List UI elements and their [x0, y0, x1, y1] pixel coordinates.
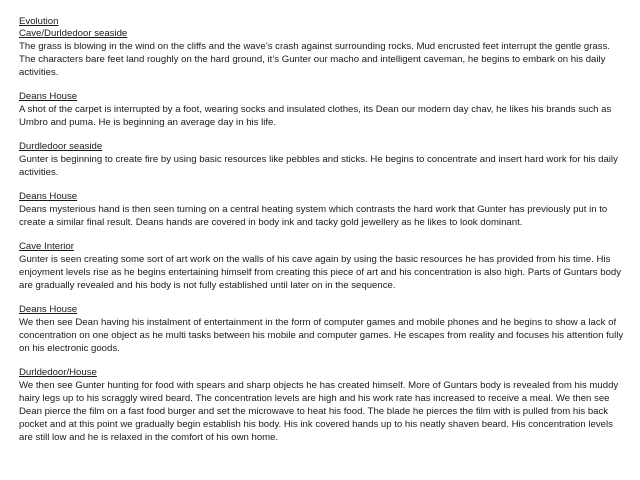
section-deans-house-1	[19, 91, 626, 129]
section-paragraph: We then see Gunter hunting for food with spears and sharp objects he has created himself. More of Guntars body is revealed from his muddy hairy legs up to his scraggly wired beard. The concentration levels are high and his work rate has increased to receive a meal. We then see Dean pierce the film on a fast food burger and set the microwave to heat his food. The blade he pierces the film with is pulled from his back pocket and at this point we gradually begin establish his body. His ink covered hands up to his neatly shaven beard. His concentration levels are still low and he is relaxed in the comfort of his own home.	[19, 380, 619, 443]
document-title: Evolution	[19, 16, 59, 27]
section-paragraph: Gunter is beginning to create fire by using basic resources like pebbles and sticks. He begins to concentrate and insert hard work for his daily activities.	[19, 154, 618, 178]
section-heading: Cave/Durldedoor seaside	[19, 28, 128, 39]
section-heading: Deans House	[19, 191, 78, 202]
section-cave-seaside	[19, 28, 626, 79]
section-heading: Deans House	[19, 91, 78, 102]
section-deans-house-2	[19, 191, 626, 229]
section-durdledoor-seaside	[19, 141, 626, 179]
section-heading: Deans House	[19, 304, 78, 315]
section-cave-interior	[19, 241, 626, 292]
section-paragraph: A shot of the carpet is interrupted by a foot, wearing socks and insulated clothes, its Dean our modern day chav, he likes his brands such as Umbro and puma. He is beginning an average day in his life.	[19, 104, 612, 128]
section-paragraph: Deans mysterious hand is then seen turning on a central heating system which contrasts the hard work that Gunter has previously put in to create a similar final result. Deans hands are covered in body ink and tacky gold jewellery as he likes to look dominant.	[19, 204, 608, 228]
section-heading: Durldedoor/House	[19, 367, 97, 378]
section-paragraph: Gunter is seen creating some sort of art work on the walls of his cave again by using the basic resources he has provided from his time. His enjoyment levels rise as he begins entertaining himself from creating this piece of art and his concentration is also high. Parts of Guntars body are gradually revealed and his body is not fully established until later on in the sequence.	[19, 254, 622, 291]
section-heading: Durdledoor seaside	[19, 141, 103, 152]
section-paragraph: The grass is blowing in the wind on the cliffs and the wave’s crash against surrounding rocks. Mud encrusted feet interrupt the gentle grass. The characters bare feet land roughly on the hard ground, it’s Gunter our macho and intelligent caveman, he begins to embark on his daily activities.	[19, 41, 611, 78]
section-heading: Cave Interior	[19, 241, 74, 252]
section-paragraph: We then see Dean having his instalment of entertainment in the form of computer games and mobile phones and he begins to show a lack of concentration on one object as he multi tasks between his mobile and computer games. He escapes from reality and focuses his attention fully on his electronic goods.	[19, 317, 624, 354]
section-durldedoor-house	[19, 367, 626, 444]
section-deans-house-3	[19, 304, 626, 355]
